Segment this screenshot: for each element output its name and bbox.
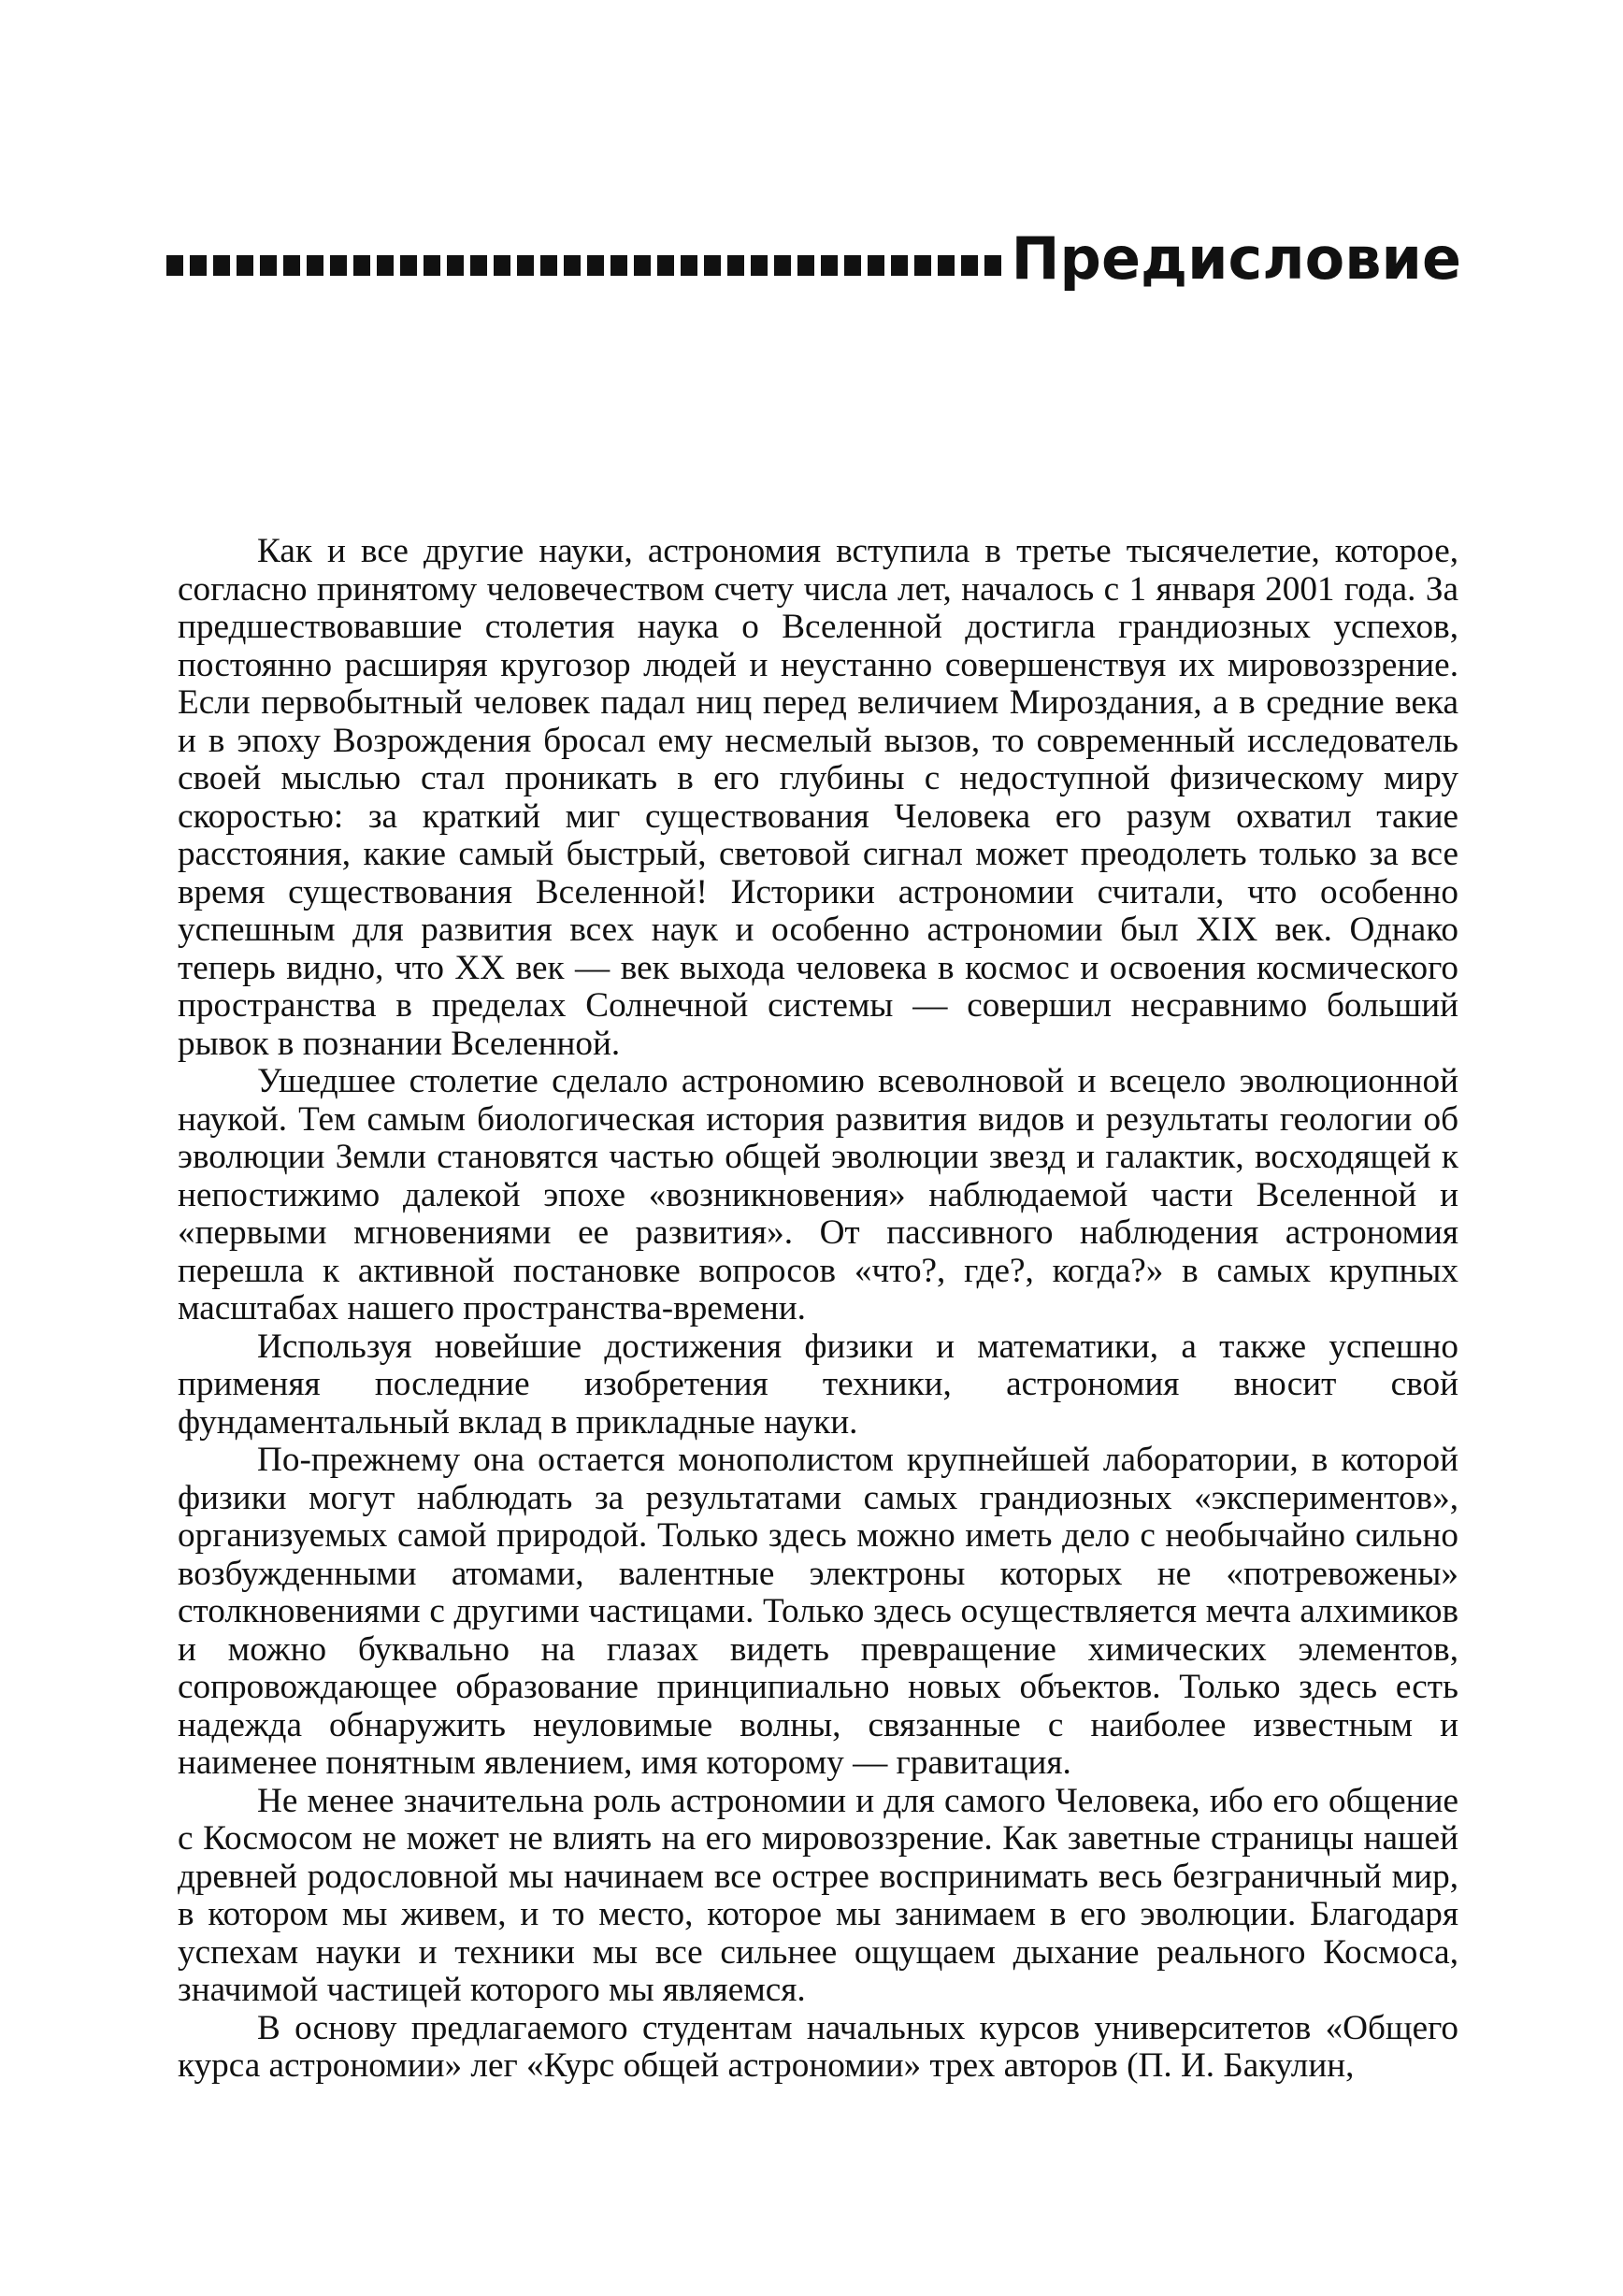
paragraph: Ушедшее столетие сделало астрономию всеволновой и всецело эволюционной наукой. Тем самым биологическая история развития видов и результаты геологии об эволюции Земли становятся частью общей эволюции звезд и галактик, восходящей к непостижимо далекой эпохе «возникновения» наблюдаемой части Вселенной и «первыми мгновениями ее развития». От пассивного наблюдения астрономия перешла к активной постановке вопросов «что?, где?, когда?» в самых крупных масштабах нашего пространства-времени. [178, 1062, 1458, 1327]
paragraph: Не менее значительна роль астрономии и для самого Человека, ибо его общение с Космосом не может не влиять на его мировоззрение. Как заветные страницы нашей древней родословной мы начинаем все острее воспринимать весь безграничный мир, в котором мы живем, и то место, которое мы занимаем в его эволюции. Благодаря успехам науки и техники мы все сильнее ощущаем дыхание реального Космоса, значимой частицей которого мы являемся. [178, 1781, 1458, 2009]
decorative-square-bullets [166, 255, 1002, 276]
paragraph: Используя новейшие достижения физики и математики, а также успешно применяя последние изобретения техники, астрономия вносит свой фундаментальный вклад в прикладные науки. [178, 1327, 1458, 1442]
body-text [178, 533, 1458, 2086]
chapter-title: Предисловие [1011, 224, 1461, 293]
paragraph: Как и все другие науки, астрономия вступила в третье тысячелетие, которое, согласно принятому человечеством счету числа лет, началось с 1 января 2001 года. За предшествовавшие столетия наука о Вселенной достигла грандиозных успехов, постоянно расширяя кругозор людей и неустанно совершенствуя их мировоззрение. Если первобытный человек падал ниц перед величием Мироздания, а в средние века и в эпоху Возрождения бросал ему несмелый вызов, то современный исследователь своей мыслью стал проникать в его глубины с недоступной физическому миру скоростью: за краткий миг существования Человека его разум охватил такие расстояния, какие самый быстрый, световой сигнал может преодолеть только за все время существования Вселенной! Историки астрономии считали, что особенно успешным для развития всех наук и особенно астрономии был XIX век. Однако теперь видно, что XX век — век выхода человека в космос и освоения космического пространства в пределах Солнечной системы — совершил несравнимо больший рывок в познании Вселенной. [178, 532, 1458, 1063]
paragraph: В основу предлагаемого студентам начальных курсов университетов «Общего курса астрономии» лег «Курс общей астрономии» трех авторов (П. И. Бакулин, [178, 2008, 1458, 2085]
paragraph: По-прежнему она остается монополистом крупнейшей лаборатории, в которой физики могут наблюдать за результатами самых грандиозных «экспериментов», организуемых самой природой. Только здесь можно иметь дело с необычайно сильно возбужденными атомами, валентные электроны которых не «потревожены» столкновениями с другими частицами. Только здесь осуществляется мечта алхимиков и можно буквально на глазах видеть превращение химических элементов, сопровождающее образование принципиально новых объектов. Только здесь есть надежда обнаружить неуловимые волны, связанные с наиболее известным и наименее понятным явлением, имя которому — гравитация. [178, 1441, 1458, 1782]
chapter-heading [166, 213, 1461, 293]
